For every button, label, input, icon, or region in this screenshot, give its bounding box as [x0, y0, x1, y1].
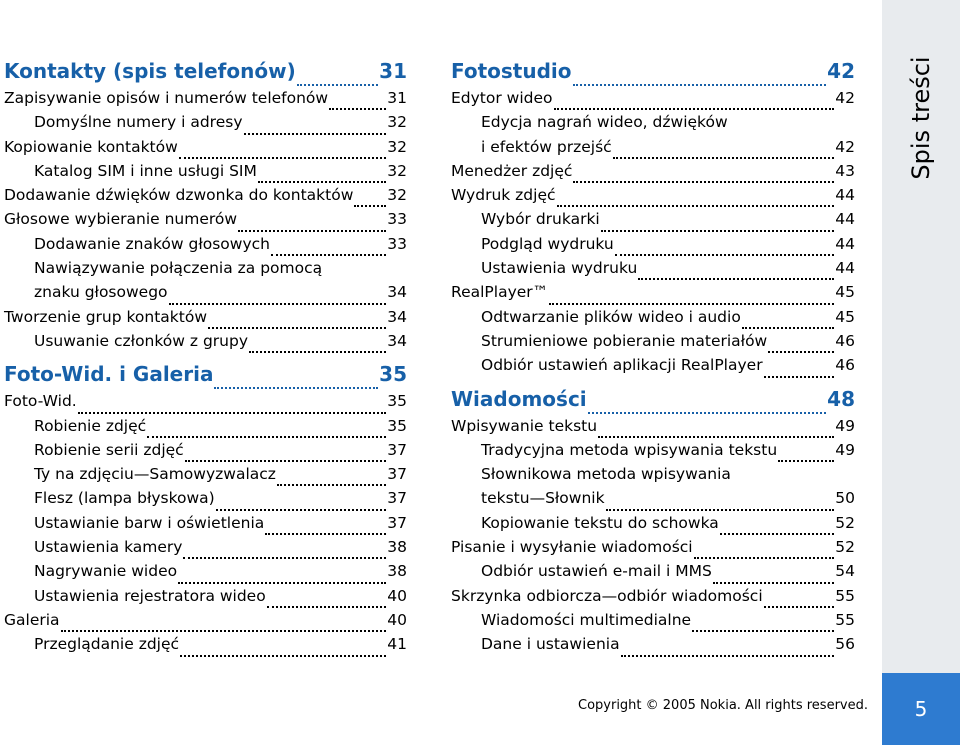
toc-dot-leader	[713, 577, 834, 584]
toc-entry	[451, 86, 855, 110]
toc-page-number: 32	[387, 186, 407, 205]
toc-dot-leader	[180, 650, 386, 657]
toc-page-number: 34	[387, 307, 407, 326]
toc-entry-title: Wpisywanie tekstu	[451, 416, 598, 435]
toc-dot-leader	[768, 346, 834, 353]
toc-entry	[451, 608, 855, 632]
toc-entry-title: Głosowe wybieranie numerów	[4, 210, 238, 229]
toc-entry-title: Kopiowanie tekstu do schowka	[481, 513, 719, 532]
toc-dot-leader	[277, 479, 386, 486]
toc-page-number: 35	[387, 416, 407, 435]
toc-entry	[4, 110, 407, 134]
toc-page-number: 41	[387, 635, 407, 654]
toc-entry-title: Foto-Wid.	[4, 392, 77, 411]
toc-entry-title: Ustawienia wydruku	[481, 259, 638, 278]
toc-page-number: 33	[387, 234, 407, 253]
toc-page-number: 42	[835, 89, 855, 107]
toc-dot-leader	[265, 528, 386, 535]
toc-entry-title: Robienie serii zdjęć	[34, 440, 184, 459]
toc-entry-title: Ustawienia kamery	[34, 538, 183, 557]
toc-entry	[4, 559, 407, 583]
toc-dot-leader	[354, 200, 386, 207]
toc-entry-title: Dane i ustawienia	[481, 635, 620, 654]
toc-page-number: 34	[387, 283, 407, 302]
toc-entry	[451, 159, 855, 183]
toc-entry-title: Wiadomości	[451, 386, 587, 411]
page-number: 5	[914, 697, 928, 721]
toc-dot-leader	[216, 504, 387, 511]
toc-entry	[4, 256, 407, 280]
toc-page-number: 37	[387, 440, 407, 459]
toc-section-heading	[451, 384, 855, 414]
toc-dot-leader	[588, 405, 826, 414]
toc-entry	[451, 183, 855, 207]
toc-dot-leader	[214, 380, 378, 389]
toc-entry	[451, 438, 855, 462]
toc-section-heading	[451, 56, 855, 86]
toc-entry	[451, 135, 855, 159]
toc-dot-leader	[61, 625, 387, 632]
toc-page-number: 40	[387, 610, 407, 629]
toc-entry-title: Domyślne numery i adresy	[34, 113, 243, 132]
toc-entry	[4, 280, 407, 304]
toc-page-number: 37	[387, 513, 407, 532]
toc-dot-leader	[271, 249, 386, 256]
toc-entry-title: Galeria	[4, 610, 60, 629]
toc-entry	[451, 414, 855, 438]
toc-entry	[4, 135, 407, 159]
toc-page-number: 56	[835, 635, 855, 654]
toc-entry	[4, 462, 407, 486]
toc-page-number: 34	[387, 331, 407, 350]
toc-page-number: 45	[835, 307, 855, 326]
toc-page-number: 49	[835, 416, 855, 435]
toc-page-number: 45	[835, 283, 855, 302]
toc-right-column	[451, 56, 855, 657]
toc-entry	[4, 486, 407, 510]
toc-dot-leader	[720, 528, 834, 535]
toc-dot-leader	[615, 249, 835, 256]
toc-dot-leader	[185, 455, 387, 462]
toc-dot-leader	[554, 103, 835, 110]
toc-dot-leader	[598, 431, 834, 438]
toc-dot-leader	[601, 225, 835, 232]
toc-dot-leader	[258, 176, 386, 183]
toc-page-number: 31	[387, 89, 407, 107]
toc-entry-title: Ustawienia rejestratora wideo	[34, 586, 266, 605]
toc-page-number: 42	[827, 59, 855, 83]
toc-page-number: 55	[835, 586, 855, 605]
toc-page-number: 43	[835, 161, 855, 180]
toc-entry-title: Nagrywanie wideo	[34, 562, 178, 581]
toc-entry-title: Flesz (lampa błyskowa)	[34, 489, 215, 508]
toc-entry	[451, 353, 855, 377]
toc-entry	[4, 608, 407, 632]
toc-entry	[451, 535, 855, 559]
toc-entry	[4, 584, 407, 608]
toc-page-number: 31	[379, 59, 407, 83]
toc-entry	[451, 280, 855, 304]
toc-page-number: 44	[835, 186, 855, 205]
toc-page-number: 46	[835, 331, 855, 350]
toc-entry	[451, 232, 855, 256]
toc-page-number: 55	[835, 610, 855, 629]
toc-entry-title: znaku głosowego	[34, 283, 168, 302]
toc-entry-title: Ty na zdjęciu—Samowyzwalacz	[34, 465, 276, 484]
toc-page-number: 54	[835, 562, 855, 581]
toc-page-number: 32	[387, 113, 407, 132]
toc-entry	[4, 414, 407, 438]
toc-dot-leader	[764, 371, 835, 378]
toc-entry-title: Kontakty (spis telefonów)	[4, 59, 296, 83]
toc-entry-title: Zapisywanie opisów i numerów telefonów	[4, 89, 329, 107]
toc-entry	[4, 207, 407, 231]
toc-dot-leader	[147, 431, 386, 438]
toc-page-number: 35	[379, 362, 407, 387]
toc-entry-title: Podgląd wydruku	[481, 234, 614, 253]
toc-dot-leader	[267, 601, 387, 608]
toc-entry-title: Wydruk zdjęć	[451, 186, 556, 205]
toc-dot-leader	[329, 103, 386, 110]
toc-entry-title: Skrzynka odbiorcza—odbiór wiadomości	[451, 586, 763, 605]
toc-entry-title: Strumieniowe pobieranie materiałów	[481, 331, 768, 350]
toc-section-heading	[4, 56, 407, 86]
toc-dot-leader	[694, 552, 835, 559]
toc-entry	[451, 462, 855, 486]
toc-dot-leader	[764, 601, 835, 608]
toc-entry-title: Wiadomości multimedialne	[481, 610, 692, 629]
toc-entry-title: Usuwanie członków z grupy	[34, 331, 249, 350]
toc-entry-title: Ustawianie barw i oświetlenia	[34, 513, 265, 532]
toc-dot-leader	[169, 298, 387, 305]
toc-entry	[451, 511, 855, 535]
toc-dot-leader	[178, 577, 386, 584]
toc-entry	[4, 305, 407, 329]
toc-page-number: 48	[827, 386, 855, 411]
toc-page-number: 33	[387, 210, 407, 229]
toc-dot-leader	[613, 152, 835, 159]
toc-page-number: 32	[387, 137, 407, 156]
toc-entry-title: Przeglądanie zdjęć	[34, 635, 180, 654]
toc-entry-title: tekstu—Słownik	[481, 489, 605, 508]
toc-dot-leader	[742, 322, 834, 329]
toc-page-number: 32	[387, 161, 407, 180]
toc-entry-title: Odtwarzanie plików wideo i audio	[481, 307, 741, 326]
toc-page-number: 52	[835, 538, 855, 557]
toc-entry	[4, 183, 407, 207]
toc-entry-title: i efektów przejść	[481, 137, 612, 156]
toc-dot-leader	[208, 322, 386, 329]
toc-entry-title: Fotostudio	[451, 59, 572, 83]
toc-entry-title: Katalog SIM i inne usługi SIM	[34, 161, 257, 180]
toc-dot-leader	[621, 650, 835, 657]
toc-entry-title: RealPlayer™	[451, 283, 549, 302]
toc-entry-title: Tworzenie grup kontaktów	[4, 307, 208, 326]
toc-dot-leader	[238, 225, 386, 232]
toc-page-number: 50	[835, 489, 855, 508]
toc-page-number: 35	[387, 392, 407, 411]
toc-entry-title: Wybór drukarki	[481, 210, 600, 229]
toc-entry-title: Dodawanie znaków głosowych	[34, 234, 270, 253]
toc-entry	[4, 438, 407, 462]
toc-entry	[4, 329, 407, 353]
toc-entry	[451, 486, 855, 510]
toc-page-number: 52	[835, 513, 855, 532]
toc-entry-title: Tradycyjna metoda wpisywania tekstu	[481, 440, 778, 459]
toc-entry	[4, 86, 407, 110]
toc-entry	[4, 232, 407, 256]
toc-page-number: 49	[835, 440, 855, 459]
toc-left-column	[4, 56, 407, 657]
toc-entry-title: Kopiowanie kontaktów	[4, 137, 178, 156]
toc-page-number: 38	[387, 562, 407, 581]
toc-entry	[451, 207, 855, 231]
toc-page-number: 46	[835, 356, 855, 375]
toc-page-number: 37	[387, 489, 407, 508]
toc-dot-leader	[183, 552, 386, 559]
toc-entry-title: Odbiór ustawień aplikacji RealPlayer	[481, 356, 763, 375]
toc-section-heading	[4, 359, 407, 389]
toc-entry	[451, 110, 855, 134]
toc-entry	[451, 632, 855, 656]
toc-dot-leader	[249, 346, 386, 353]
toc-entry-title: Edytor wideo	[451, 89, 553, 107]
toc-entry	[451, 559, 855, 583]
toc-dot-leader	[638, 273, 834, 280]
toc-entry	[451, 329, 855, 353]
toc-page-number: 44	[835, 234, 855, 253]
toc-entry	[4, 159, 407, 183]
toc-page-number: 44	[835, 259, 855, 278]
toc-entry-title: Robienie zdjęć	[34, 416, 147, 435]
toc-entry-title: Nawiązywanie połączenia za pomocą	[34, 259, 323, 278]
toc-entry	[4, 632, 407, 656]
toc-entry-title: Pisanie i wysyłanie wiadomości	[451, 538, 693, 557]
toc-page-number: 38	[387, 538, 407, 557]
toc-dot-leader	[78, 407, 387, 414]
toc-entry-title: Menedżer zdjęć	[451, 161, 573, 180]
copyright-footer: Copyright © 2005 Nokia. All rights reserved.	[578, 698, 868, 713]
toc-page-number: 37	[387, 465, 407, 484]
toc-page-number: 40	[387, 586, 407, 605]
toc-entry	[451, 584, 855, 608]
toc-entry	[4, 535, 407, 559]
page-number-box	[882, 673, 960, 745]
toc-dot-leader	[244, 128, 387, 135]
toc-dot-leader	[692, 625, 834, 632]
toc-dot-leader	[573, 176, 834, 183]
toc-page-number: 44	[835, 210, 855, 229]
toc-entry-title: Słownikowa metoda wpisywania	[481, 465, 731, 484]
toc-entry-title: Edycja nagrań wideo, dźwięków	[481, 113, 728, 132]
toc-dot-leader	[179, 152, 386, 159]
toc-entry	[451, 305, 855, 329]
side-title: Spis treści	[907, 56, 935, 180]
toc-dot-leader	[606, 504, 835, 511]
toc-entry	[4, 511, 407, 535]
toc-dot-leader	[573, 77, 827, 86]
toc-dot-leader	[557, 200, 835, 207]
toc-dot-leader	[778, 455, 834, 462]
toc-dot-leader	[549, 298, 834, 305]
toc-dot-leader	[297, 77, 378, 86]
toc-entry	[451, 256, 855, 280]
toc-entry-title: Odbiór ustawień e-mail i MMS	[481, 562, 712, 581]
toc-page-number: 42	[835, 137, 855, 156]
toc-entry-title: Foto-Wid. i Galeria	[4, 362, 214, 387]
toc-entry	[4, 389, 407, 413]
toc-entry-title: Dodawanie dźwięków dzwonka do kontaktów	[4, 186, 354, 205]
